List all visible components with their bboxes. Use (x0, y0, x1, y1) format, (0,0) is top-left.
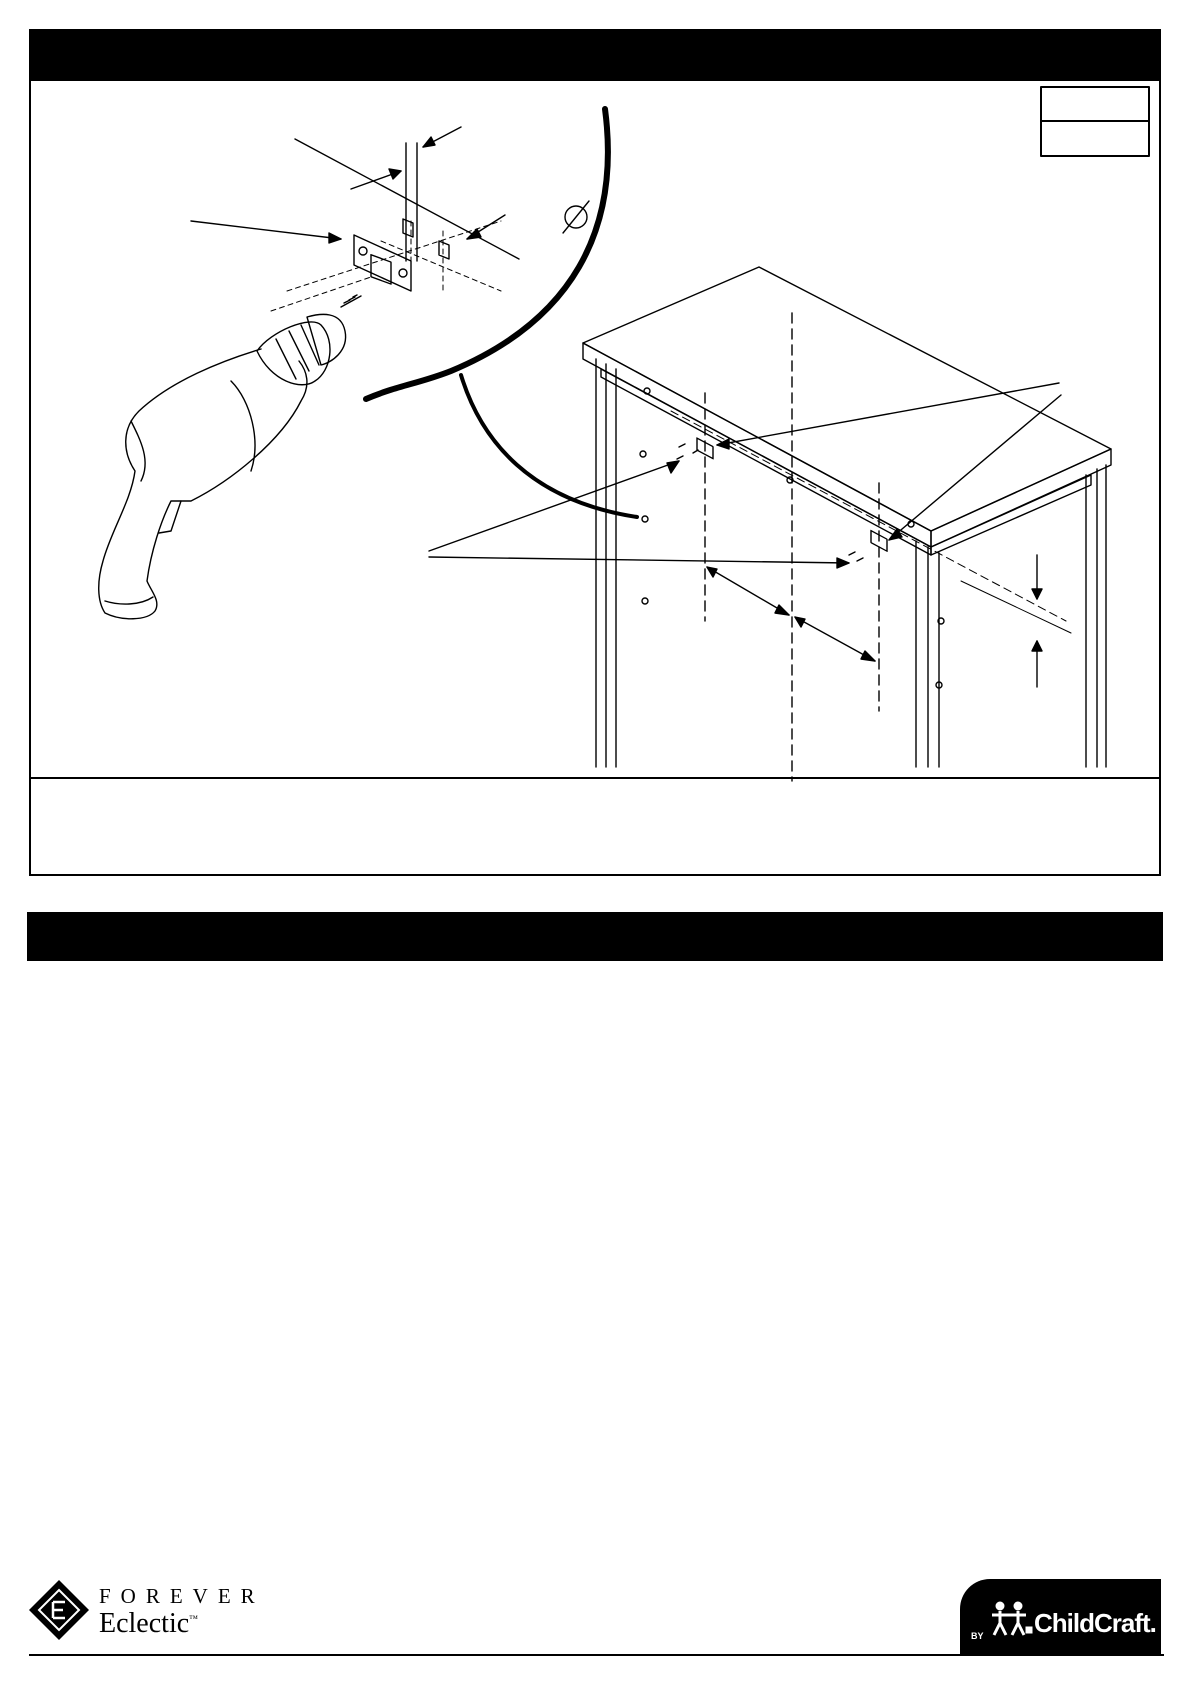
childcraft-kids-icon (990, 1601, 1034, 1646)
assembly-illustration (31, 81, 1159, 807)
forever-eclectic-logo (27, 1578, 267, 1644)
next-step-header-bar (27, 912, 1163, 961)
forever-eclectic-logo-icon (27, 1578, 91, 1642)
brand-forever-text: FOREVER (99, 1584, 265, 1608)
specification-box (1041, 87, 1149, 156)
power-drill (99, 295, 361, 619)
step-caption-area (31, 777, 1159, 874)
footer-divider (29, 1654, 1164, 1656)
step-header-bar (31, 31, 1159, 81)
childcraft-wordmark (1034, 1608, 1156, 1639)
brand-childcraft-dot: . (1149, 1608, 1156, 1638)
assembly-step-panel (29, 29, 1161, 876)
detail-bracket (191, 127, 519, 311)
trademark-symbol: ™ (189, 1613, 198, 1624)
brand-childcraft-text: ChildCraft (1034, 1608, 1150, 1638)
table-illustration (429, 267, 1111, 781)
brand-by-text: BY (971, 1631, 984, 1641)
diameter-symbol (563, 201, 589, 233)
childcraft-logo (960, 1579, 1161, 1654)
brand-eclectic-text: Eclectic (99, 1608, 190, 1639)
brand-eclectic-wordmark (99, 1608, 198, 1640)
